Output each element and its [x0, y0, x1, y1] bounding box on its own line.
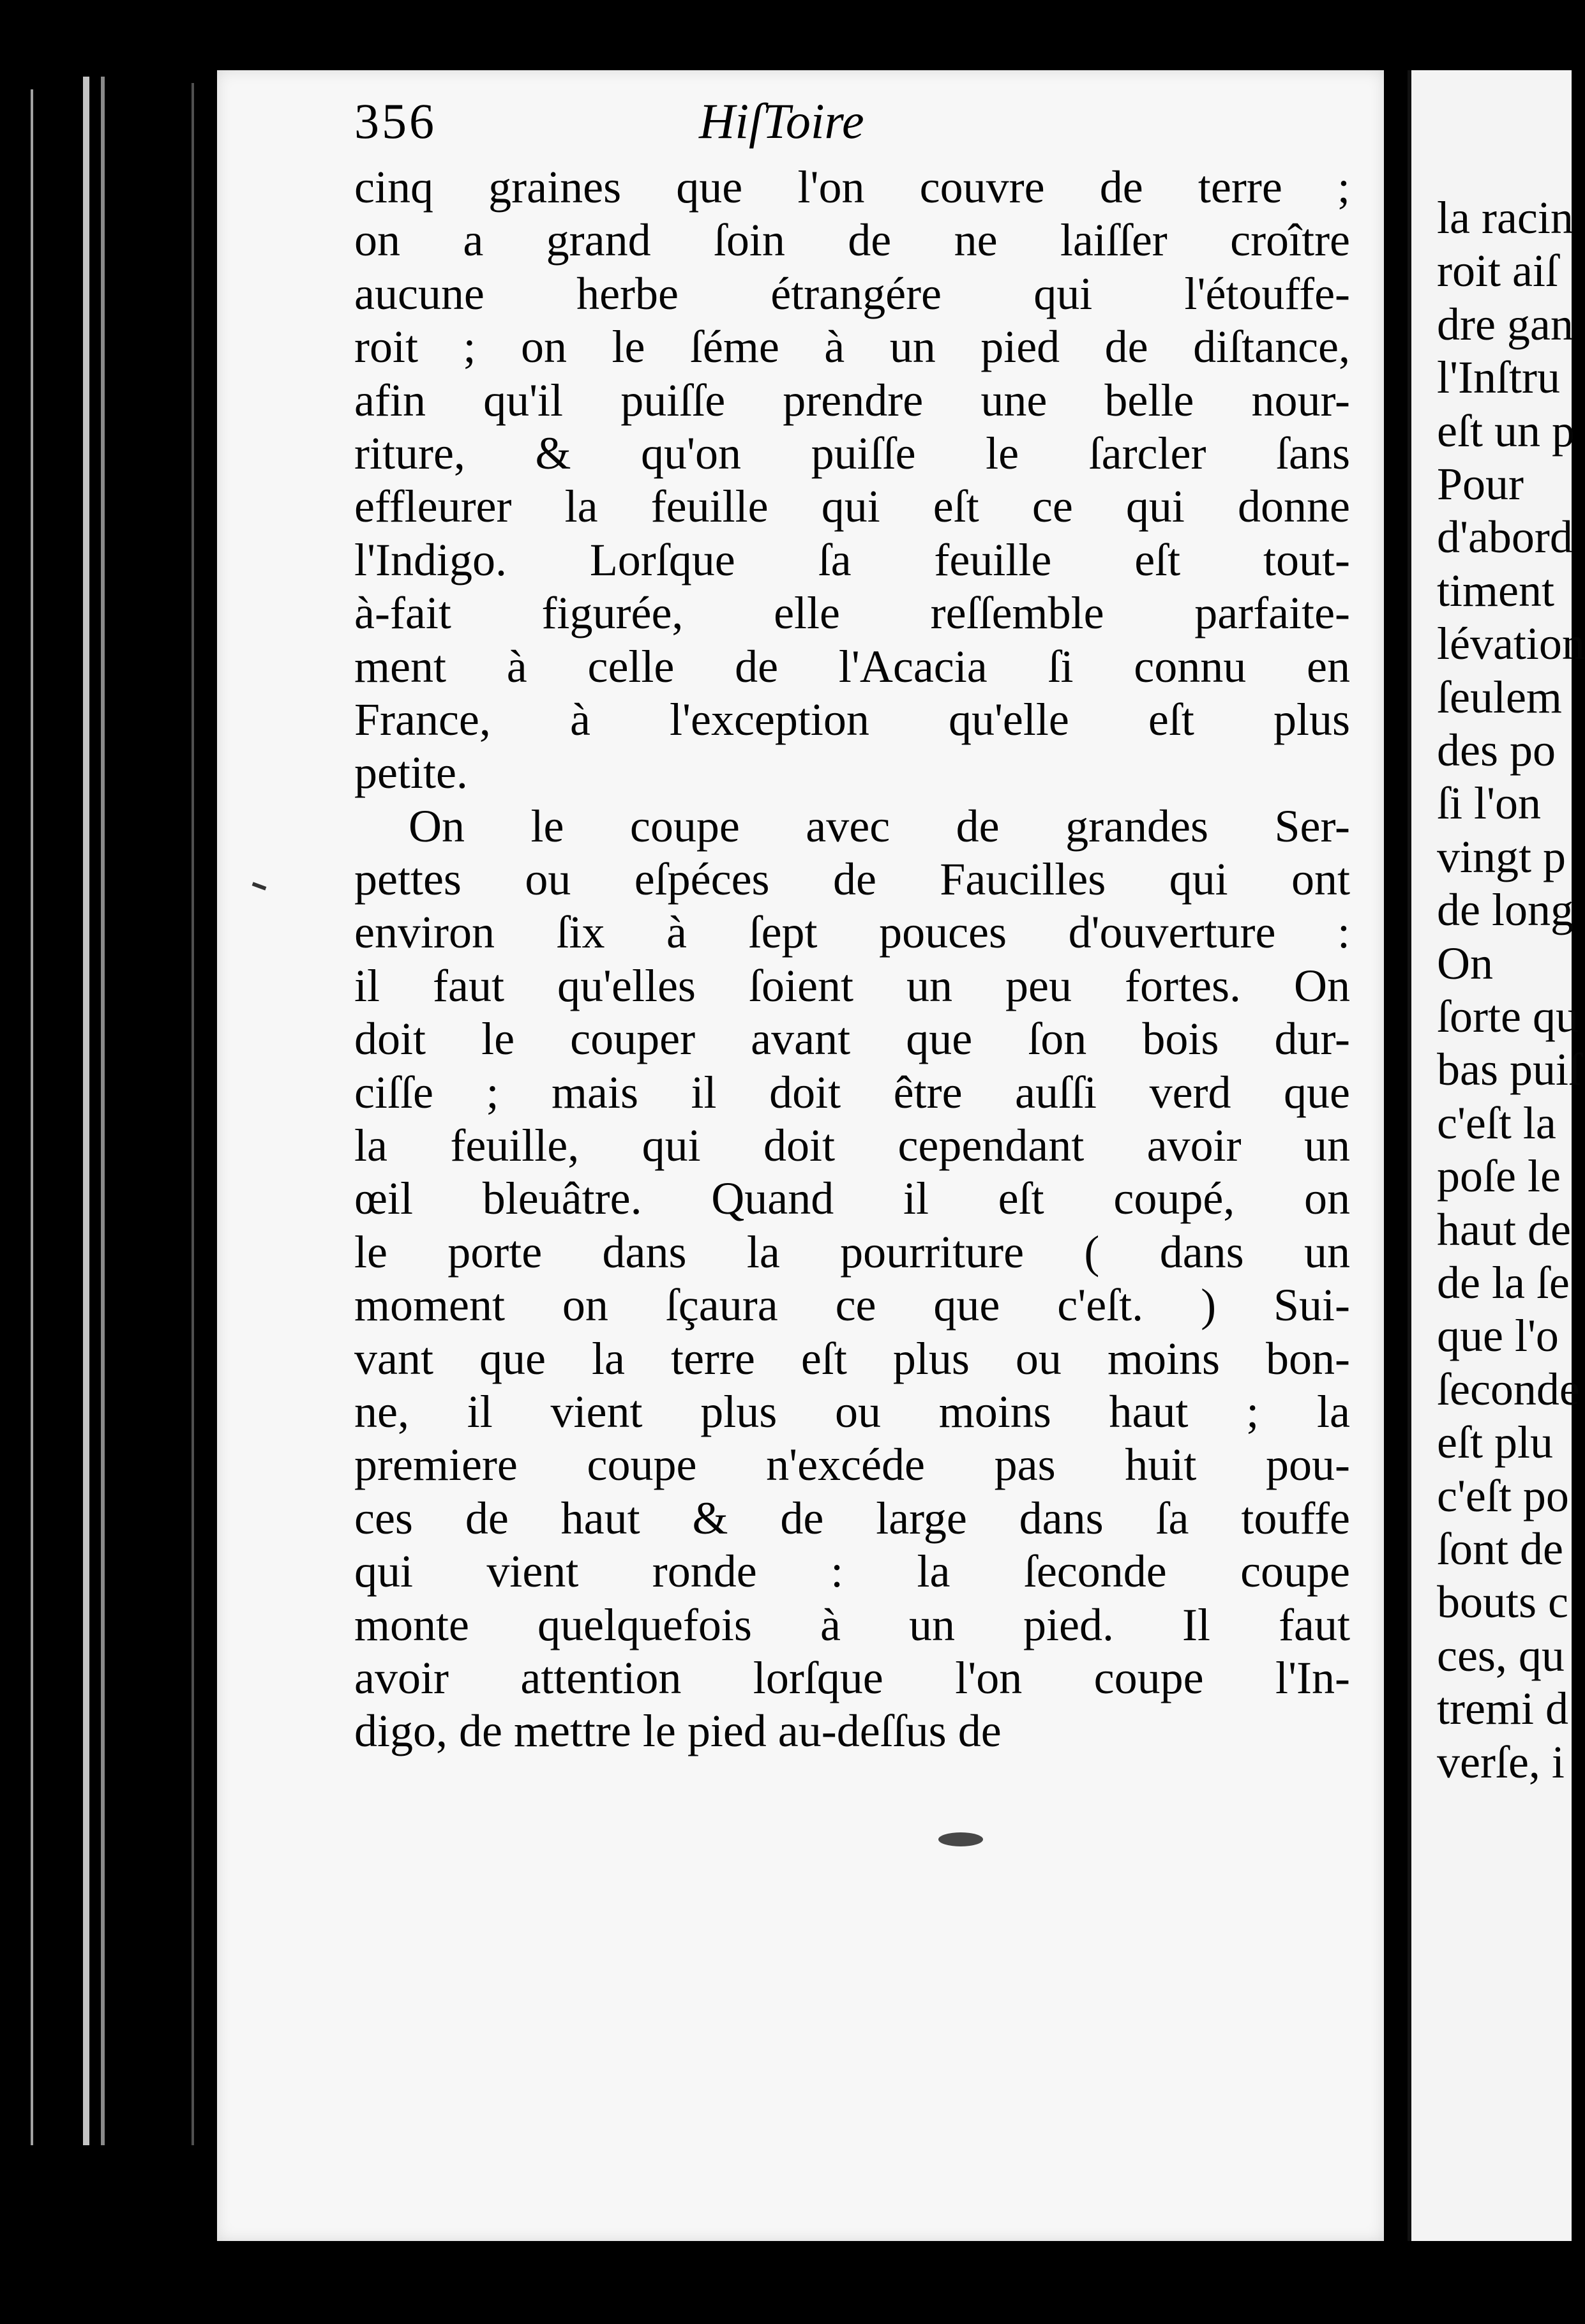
facing-text-line: de la ſe: [1437, 1257, 1570, 1308]
facing-text-line: ces, qu: [1437, 1629, 1565, 1681]
facing-text-line: Pour: [1437, 458, 1524, 509]
text-line: ciſſe ; mais il doit être auſſi verd que: [354, 1066, 1350, 1118]
facing-text-line: dre gan: [1437, 298, 1574, 350]
text-line: riture, & qu'on puiſſe le ſarcler ſans: [354, 427, 1350, 479]
text-line: pettes ou eſpéces de Faucilles qui ont: [354, 854, 1350, 905]
facing-text-line: vingt p: [1437, 831, 1566, 882]
text-line: l'Indigo. Lorſque ſa feuille eſt tout-: [354, 534, 1350, 585]
text-line: digo, de mettre le pied au-deſſus de: [354, 1705, 1002, 1757]
facing-text-line: poſe le: [1437, 1151, 1561, 1202]
facing-text-line: On: [1437, 937, 1493, 989]
facing-text-line: c'eſt po: [1437, 1470, 1569, 1521]
facing-text-line: bouts c: [1437, 1576, 1568, 1628]
facing-text-line: roit aiſ: [1437, 245, 1558, 297]
running-title: HiſToire: [699, 93, 864, 149]
ink-smudge: [938, 1832, 983, 1846]
binding-edge-line: [192, 83, 194, 2145]
facing-text-line: ſont de: [1437, 1523, 1563, 1574]
text-line: qui vient ronde : la ſeconde coupe: [354, 1546, 1350, 1597]
facing-text-line: eſt un p: [1437, 405, 1575, 456]
text-line: aucune herbe étrangére qui l'étouffe-: [354, 268, 1350, 319]
text-line: France, à l'exception qu'elle eſt plus: [354, 693, 1350, 745]
facing-text-line: ſi l'on: [1437, 778, 1541, 829]
text-line: œil bleuâtre. Quand il eſt coupé, on: [354, 1173, 1350, 1225]
text-line: à-fait figurée, elle reſſemble parfaite-: [354, 587, 1350, 639]
facing-page-fragment: [1408, 70, 1585, 2241]
facing-text-line: timent: [1437, 564, 1554, 616]
text-line: monte quelquefois à un pied. Il faut: [354, 1599, 1350, 1650]
facing-text-line: tremi d: [1437, 1683, 1568, 1735]
facing-text-line: c'eſt la: [1437, 1097, 1556, 1149]
text-line: ment à celle de l'Acacia ſi connu en: [354, 640, 1350, 692]
facing-text-line: ſorte qu: [1437, 991, 1579, 1042]
page-header: [354, 93, 1165, 163]
text-line: premiere coupe n'excéde pas huit pou-: [354, 1439, 1350, 1491]
page-number: 356: [354, 93, 437, 149]
text-line: moment on ſçaura ce que c'eſt. ) Sui-: [354, 1279, 1350, 1331]
text-line: afin qu'il puiſſe prendre une belle nour-: [354, 374, 1350, 426]
text-line: ces de haut & de large dans ſa touffe: [354, 1492, 1350, 1544]
text-line: avoir attention lorſque l'on coupe l'In-: [354, 1652, 1350, 1703]
text-line: on a grand ſoin de ne laiſſer croître: [354, 215, 1350, 266]
text-line: On le coupe avec de grandes Ser-: [409, 800, 1350, 852]
facing-text-line: de long: [1437, 884, 1574, 936]
text-line: il faut qu'elles ſoient un peu fortes. On: [354, 960, 1350, 1011]
facing-text-line: l'Inſtru: [1437, 352, 1560, 404]
text-line: environ ſix à ſept pouces d'ouverture :: [354, 907, 1350, 958]
text-line: cinq graines que l'on couvre de terre ;: [354, 162, 1350, 213]
facing-text-line: d'abord: [1437, 511, 1573, 563]
facing-text-line: la racin: [1437, 192, 1574, 243]
text-line: ne, il vient plus ou moins haut ; la: [354, 1385, 1350, 1437]
binding-edge-line: [101, 77, 105, 2145]
facing-text-line: bas puiſ: [1437, 1044, 1581, 1096]
binding-edge-line: [83, 77, 89, 2145]
facing-text-line: lévation: [1437, 618, 1585, 670]
text-line: la feuille, qui doit cependant avoir un: [354, 1120, 1350, 1172]
facing-text-line: haut de: [1437, 1204, 1571, 1255]
facing-text-line: des po: [1437, 725, 1556, 776]
book-binding-edge: [0, 0, 211, 2324]
text-line: effleurer la feuille qui eſt ce qui donne: [354, 481, 1350, 532]
text-line: petite.: [354, 747, 468, 799]
text-line: roit ; on le ſéme à un pied de diſtance,: [354, 321, 1350, 373]
text-line: vant que la terre eſt plus ou moins bon-: [354, 1332, 1350, 1384]
facing-text-line: eſt plu: [1437, 1417, 1553, 1468]
text-line: doit le couper avant que ſon bois dur-: [354, 1013, 1350, 1065]
body-text: [354, 161, 1350, 1758]
text-line: le porte dans la pourriture ( dans un: [354, 1226, 1350, 1278]
facing-text-line: ſeconde: [1437, 1363, 1580, 1415]
binding-edge-line: [31, 89, 33, 2145]
facing-text-line: verſe, i: [1437, 1736, 1565, 1788]
facing-text-line: que l'o: [1437, 1310, 1559, 1362]
facing-text-line: ſeulem: [1437, 671, 1562, 723]
